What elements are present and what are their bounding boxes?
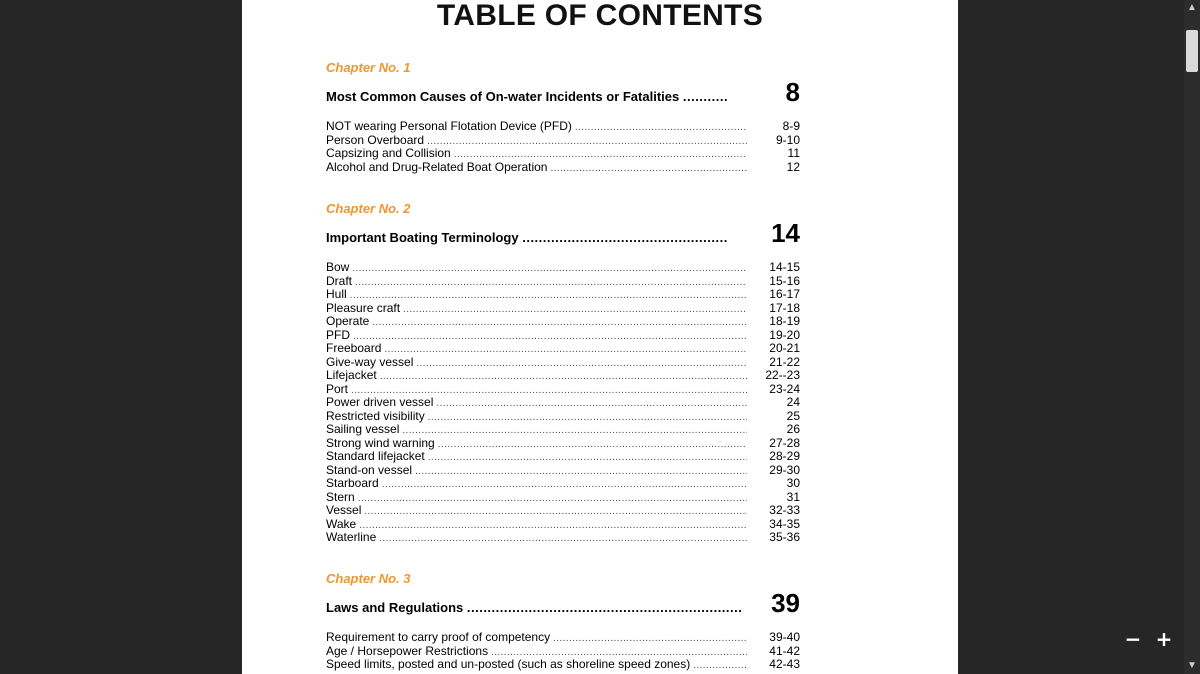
toc-entry-page: 16-17 <box>769 287 800 301</box>
leader-dots <box>355 276 747 290</box>
toc-entry <box>326 134 800 148</box>
leader-dots <box>352 262 747 276</box>
leader-dots <box>372 316 747 330</box>
toc-entry-title: Port <box>326 381 349 396</box>
toc-entry <box>326 329 800 343</box>
chapter-page-number: 39 <box>771 588 800 618</box>
toc-entry <box>326 491 800 505</box>
toc-entry-title: Sailing vessel <box>326 422 400 436</box>
toc-entry-page: 11 <box>787 146 800 160</box>
toc-entry <box>326 383 800 397</box>
toc-entry-title: Vessel <box>326 503 362 517</box>
leader-dots <box>380 370 747 384</box>
toc-entry-page: 28-29 <box>769 449 800 463</box>
chapter-heading <box>326 230 746 245</box>
toc-entry <box>326 396 800 410</box>
leader-dots <box>379 532 747 546</box>
toc-entry-page: 39-40 <box>769 630 800 644</box>
leader-dots <box>364 505 747 519</box>
toc-entry-title: Give-way vessel <box>326 354 414 369</box>
toc-entry-title: Starboard <box>326 476 379 490</box>
toc-entry-page: 22--23 <box>765 368 800 382</box>
toc-entry-title: Age / Horsepower Restrictions <box>326 643 489 658</box>
toc-entry <box>326 356 800 370</box>
toc-entry-page: 27-28 <box>769 435 800 450</box>
toc-entry-page: 24 <box>786 395 800 409</box>
toc-entry-page: 12 <box>786 159 800 174</box>
chapter-entries <box>326 120 800 174</box>
scroll-up-arrow-icon[interactable]: ▲ <box>1187 2 1197 13</box>
toc-entry-title: Strong wind warning <box>326 435 435 450</box>
toc-entry-title: Person Overboard <box>326 132 425 147</box>
leader-dots <box>382 478 747 492</box>
leader-dots <box>415 465 747 479</box>
scroll-thumb[interactable] <box>1186 30 1198 72</box>
toc-entry-title: Freeboard <box>326 341 382 355</box>
toc-entry-title: Alcohol and Drug-Related Boat Operation <box>326 159 548 174</box>
leader-dots <box>428 451 747 465</box>
vertical-scrollbar[interactable] <box>1184 0 1200 674</box>
chapter-entries <box>326 261 800 545</box>
chapter-entries <box>326 631 800 672</box>
toc-entry <box>326 261 800 275</box>
leader-dots <box>359 519 747 533</box>
page-title: TABLE OF CONTENTS <box>436 0 764 32</box>
leader-dots <box>438 438 747 452</box>
toc-entry <box>326 147 800 161</box>
toc-entry-page: 8-9 <box>782 119 800 133</box>
toc-entry-title: Pleasure craft <box>326 300 401 315</box>
chapter-heading <box>326 600 746 615</box>
toc-entry-page: 20-21 <box>769 341 800 355</box>
toc-entry-title: Draft <box>326 273 353 288</box>
toc-entry-page: 35-36 <box>769 530 800 544</box>
chapter-heading-text: Most Common Causes of On-water Incidents or Fatalities <box>326 89 680 104</box>
toc-entry-title: Stern <box>326 489 355 504</box>
toc-entry-title: Requirement to carry proof of competency <box>326 630 551 644</box>
toc-entry-page: 30 <box>786 476 800 490</box>
leader-dots <box>427 135 747 149</box>
toc-entry-title: Hull <box>326 287 347 301</box>
zoom-in-button[interactable]: + <box>1155 627 1173 651</box>
leader-dots <box>353 330 747 344</box>
toc-entry-title: Restricted visibility <box>326 408 425 423</box>
leader-dots <box>550 162 747 176</box>
leader-dots <box>350 289 747 303</box>
toc-entry <box>326 410 800 424</box>
leader-dots <box>402 424 747 438</box>
document-page <box>242 0 958 674</box>
toc-entry <box>326 464 800 478</box>
toc-entry-page: 41-42 <box>769 643 800 658</box>
toc-entry-page: 9-10 <box>775 132 800 147</box>
toc-entry-title: Wake <box>326 516 357 531</box>
toc-entry <box>326 288 800 302</box>
toc-entry <box>326 369 800 383</box>
leader-dots: ........... <box>682 89 729 104</box>
toc-entry-page: 29-30 <box>769 462 800 477</box>
toc-entry <box>326 161 800 175</box>
toc-entry-title: PFD <box>326 327 350 342</box>
toc-entry-page: 14-15 <box>769 260 800 274</box>
toc-entry-title: Standard lifejacket <box>326 449 425 463</box>
leader-dots <box>575 121 747 135</box>
leader-dots <box>384 343 747 357</box>
chapter-heading-text: Important Boating Terminology <box>326 230 519 245</box>
toc-entry-title: Speed limits, posted and un-posted (such as shoreline speed zones) <box>326 657 691 671</box>
toc-entry <box>326 477 800 491</box>
toc-entry <box>326 531 800 545</box>
toc-entry-page: 19-20 <box>769 327 800 342</box>
toc-entry-title: Waterline <box>326 530 377 544</box>
toc-entry <box>326 315 800 329</box>
toc-entry <box>326 302 800 316</box>
toc-entry <box>326 518 800 532</box>
leader-dots <box>416 357 747 371</box>
toc-entry-title: Operate <box>326 314 370 328</box>
toc-entry <box>326 631 800 645</box>
toc-entry <box>326 504 800 518</box>
toc-entry <box>326 342 800 356</box>
toc-entry-title: Bow <box>326 260 350 274</box>
toc-entry-page: 21-22 <box>769 354 800 369</box>
toc-entry-title: Lifejacket <box>326 368 377 382</box>
toc-entry-title: Power driven vessel <box>326 395 434 409</box>
leader-dots <box>403 303 747 317</box>
toc-entry <box>326 645 800 659</box>
toc-entry-page: 23-24 <box>769 381 800 396</box>
leader-dots <box>553 632 747 646</box>
toc-entry-page: 26 <box>786 422 800 436</box>
chapter-page-number: 14 <box>771 218 800 248</box>
toc-entry <box>326 423 800 437</box>
toc-entry-page: 25 <box>786 408 800 423</box>
leader-dots <box>693 659 747 673</box>
chapter-page-number: 8 <box>785 77 800 107</box>
scroll-down-arrow-icon[interactable]: ▼ <box>1187 660 1197 671</box>
leader-dots <box>358 492 747 506</box>
toc-entry <box>326 450 800 464</box>
toc-entry-page: 31 <box>786 489 800 504</box>
toc-entry-page: 15-16 <box>769 273 800 288</box>
toc-entry-page: 42-43 <box>769 657 800 671</box>
toc-entry-title: NOT wearing Personal Flotation Device (PFD) <box>326 119 572 133</box>
chapter-label: Chapter No. 3 <box>326 571 411 586</box>
chapter-label: Chapter No. 2 <box>326 201 411 216</box>
toc-entry-page: 32-33 <box>769 503 800 517</box>
toc-entry <box>326 120 800 134</box>
leader-dots <box>436 397 747 411</box>
toc-entry <box>326 437 800 451</box>
leader-dots: .................................................. <box>522 230 728 245</box>
toc-entry-title: Capsizing and Collision <box>326 146 451 160</box>
toc-entry-page: 34-35 <box>769 516 800 531</box>
leader-dots: ................................................................... <box>466 600 743 615</box>
leader-dots <box>428 411 747 425</box>
chapter-label: Chapter No. 1 <box>326 60 411 75</box>
toc-entry <box>326 658 800 672</box>
zoom-out-button[interactable]: − <box>1124 627 1142 651</box>
toc-entry <box>326 275 800 289</box>
toc-entry-page: 17-18 <box>769 300 800 315</box>
toc-entry-title: Stand-on vessel <box>326 462 413 477</box>
toc-entry-page: 18-19 <box>769 314 800 328</box>
chapter-heading <box>326 89 746 104</box>
chapter-heading-text: Laws and Regulations <box>326 600 464 615</box>
